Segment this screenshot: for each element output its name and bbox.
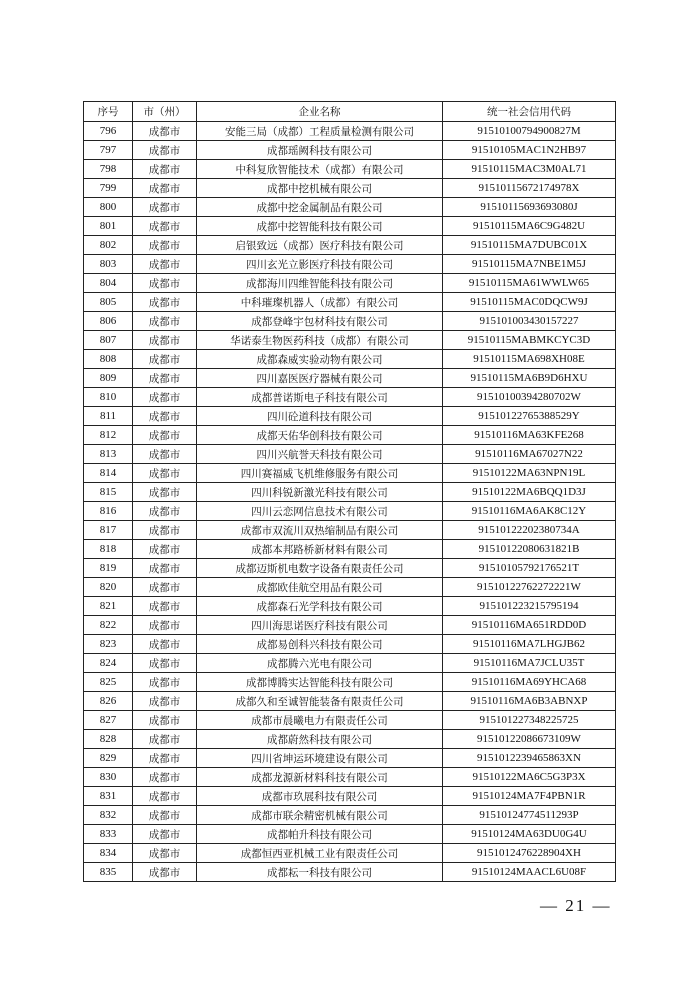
- cell-credit-code: 91510115693693080J: [443, 198, 616, 217]
- table-row: [84, 540, 616, 559]
- cell-credit-code: 91510116MA6AK8C12Y: [443, 502, 616, 521]
- cell-credit-code: 91510124MA7F4PBN1R: [443, 787, 616, 806]
- cell-city: 成都市: [133, 312, 197, 331]
- cell-serial: 828: [84, 730, 133, 749]
- table-row: [84, 673, 616, 692]
- cell-credit-code: 915101223215795194: [443, 597, 616, 616]
- cell-credit-code: 91510105792176521T: [443, 559, 616, 578]
- cell-company-name: 成都天佑华创科技有限公司: [197, 426, 443, 445]
- cell-city: 成都市: [133, 217, 197, 236]
- cell-company-name: 成都龙源新材料科技有限公司: [197, 768, 443, 787]
- cell-company-name: 华诺泰生物医药科技（成都）有限公司: [197, 331, 443, 350]
- cell-serial: 810: [84, 388, 133, 407]
- cell-company-name: 四川海思诺医疗科技有限公司: [197, 616, 443, 635]
- table-row: [84, 141, 616, 160]
- cell-city: 成都市: [133, 236, 197, 255]
- table-row: [84, 597, 616, 616]
- table-row: [84, 122, 616, 141]
- cell-credit-code: 91510116MA7LHGJB62: [443, 635, 616, 654]
- table-row: [84, 179, 616, 198]
- cell-credit-code: 91510122765388529Y: [443, 407, 616, 426]
- cell-city: 成都市: [133, 863, 197, 882]
- table-row: [84, 236, 616, 255]
- cell-company-name: 四川兴航誉天科技有限公司: [197, 445, 443, 464]
- cell-company-name: 成都迈斯机电数字设备有限责任公司: [197, 559, 443, 578]
- cell-credit-code: 91510116MA69YHCA68: [443, 673, 616, 692]
- cell-serial: 822: [84, 616, 133, 635]
- cell-credit-code: 91510122MA6BQQ1D3J: [443, 483, 616, 502]
- table-row: [84, 711, 616, 730]
- cell-company-name: 四川云恋网信息技术有限公司: [197, 502, 443, 521]
- cell-company-name: 成都市晨曦电力有限责任公司: [197, 711, 443, 730]
- cell-credit-code: 91510100394280702W: [443, 388, 616, 407]
- table-row: [84, 160, 616, 179]
- cell-company-name: 成都瑶阙科技有限公司: [197, 141, 443, 160]
- cell-serial: 817: [84, 521, 133, 540]
- header-city: 市（州）: [133, 102, 197, 122]
- cell-company-name: 四川省坤运环境建设有限公司: [197, 749, 443, 768]
- cell-credit-code: 915101227348225725: [443, 711, 616, 730]
- cell-credit-code: 91510124774511293P: [443, 806, 616, 825]
- cell-serial: 806: [84, 312, 133, 331]
- cell-company-name: 成都森威实验动物有限公司: [197, 350, 443, 369]
- cell-city: 成都市: [133, 749, 197, 768]
- table-row: [84, 464, 616, 483]
- cell-company-name: 中科璀璨机器人（成都）有限公司: [197, 293, 443, 312]
- cell-city: 成都市: [133, 673, 197, 692]
- cell-company-name: 成都市联余精密机械有限公司: [197, 806, 443, 825]
- cell-credit-code: 91510122MA63NPN19L: [443, 464, 616, 483]
- cell-company-name: 成都海川四维智能科技有限公司: [197, 274, 443, 293]
- table-row: [84, 312, 616, 331]
- cell-city: 成都市: [133, 578, 197, 597]
- cell-credit-code: 91510115MA6B9D6HXU: [443, 369, 616, 388]
- cell-company-name: 四川赛福威飞机维修服务有限公司: [197, 464, 443, 483]
- table-row: [84, 635, 616, 654]
- cell-serial: 830: [84, 768, 133, 787]
- cell-city: 成都市: [133, 559, 197, 578]
- cell-city: 成都市: [133, 483, 197, 502]
- cell-city: 成都市: [133, 654, 197, 673]
- cell-credit-code: 91510116MA651RDD0D: [443, 616, 616, 635]
- table-row: [84, 844, 616, 863]
- cell-credit-code: 91510122MA6C5G3P3X: [443, 768, 616, 787]
- cell-credit-code: 91510124MAACL6U08F: [443, 863, 616, 882]
- cell-city: 成都市: [133, 445, 197, 464]
- cell-company-name: 成都欧佳航空用品有限公司: [197, 578, 443, 597]
- cell-city: 成都市: [133, 141, 197, 160]
- table-row: [84, 692, 616, 711]
- cell-company-name: 成都森石光学科技有限公司: [197, 597, 443, 616]
- cell-serial: 820: [84, 578, 133, 597]
- table-header-row: [84, 102, 616, 122]
- cell-company-name: 成都中挖金属制品有限公司: [197, 198, 443, 217]
- cell-city: 成都市: [133, 331, 197, 350]
- cell-credit-code: 91510115MABMKCYC3D: [443, 331, 616, 350]
- cell-credit-code: 91510115MA61WWLW65: [443, 274, 616, 293]
- cell-serial: 814: [84, 464, 133, 483]
- cell-serial: 797: [84, 141, 133, 160]
- cell-credit-code: 91510100794900827M: [443, 122, 616, 141]
- cell-credit-code: 9151012239465863XN: [443, 749, 616, 768]
- cell-credit-code: 91510116MA67027N22: [443, 445, 616, 464]
- table-row: [84, 483, 616, 502]
- cell-company-name: 成都久和至诚智能装备有限责任公司: [197, 692, 443, 711]
- cell-city: 成都市: [133, 369, 197, 388]
- cell-serial: 803: [84, 255, 133, 274]
- table-row: [84, 825, 616, 844]
- cell-city: 成都市: [133, 616, 197, 635]
- cell-city: 成都市: [133, 464, 197, 483]
- cell-credit-code: 91510115MA7NBE1M5J: [443, 255, 616, 274]
- cell-credit-code: 91510115MA6C9G482U: [443, 217, 616, 236]
- cell-serial: 824: [84, 654, 133, 673]
- cell-credit-code: 91510122086673109W: [443, 730, 616, 749]
- cell-city: 成都市: [133, 844, 197, 863]
- cell-company-name: 成都登峰宇包材科技有限公司: [197, 312, 443, 331]
- table-body: [84, 122, 616, 882]
- cell-company-name: 四川科锐新激光科技有限公司: [197, 483, 443, 502]
- cell-company-name: 成都中挖机械有限公司: [197, 179, 443, 198]
- cell-company-name: 四川砼道科技有限公司: [197, 407, 443, 426]
- cell-company-name: 成都易创科兴科技有限公司: [197, 635, 443, 654]
- table-row: [84, 217, 616, 236]
- cell-serial: 813: [84, 445, 133, 464]
- cell-company-name: 安能三局（成都）工程质量检测有限公司: [197, 122, 443, 141]
- cell-company-name: 成都博腾实达智能科技有限公司: [197, 673, 443, 692]
- cell-credit-code: 91510122080631821B: [443, 540, 616, 559]
- cell-company-name: 四川玄光立影医疗科技有限公司: [197, 255, 443, 274]
- cell-city: 成都市: [133, 407, 197, 426]
- cell-credit-code: 91510115MAC0DQCW9J: [443, 293, 616, 312]
- cell-credit-code: 91510115MA7DUBC01X: [443, 236, 616, 255]
- cell-serial: 829: [84, 749, 133, 768]
- table-row: [84, 578, 616, 597]
- table-row: [84, 654, 616, 673]
- cell-credit-code: 91510115MA698XH08E: [443, 350, 616, 369]
- cell-company-name: 四川嘉医医疗器械有限公司: [197, 369, 443, 388]
- cell-credit-code: 91510115MAC3M0AL71: [443, 160, 616, 179]
- table-row: [84, 407, 616, 426]
- cell-credit-code: 91510105MAC1N2HB97: [443, 141, 616, 160]
- table-row: [84, 521, 616, 540]
- cell-city: 成都市: [133, 711, 197, 730]
- cell-city: 成都市: [133, 293, 197, 312]
- cell-serial: 831: [84, 787, 133, 806]
- table-row: [84, 426, 616, 445]
- cell-company-name: 成都恒西亚机械工业有限责任公司: [197, 844, 443, 863]
- cell-serial: 799: [84, 179, 133, 198]
- cell-credit-code: 91510115672174978X: [443, 179, 616, 198]
- cell-company-name: 成都本邦路桥新材料有限公司: [197, 540, 443, 559]
- cell-serial: 816: [84, 502, 133, 521]
- cell-serial: 807: [84, 331, 133, 350]
- cell-serial: 834: [84, 844, 133, 863]
- cell-serial: 808: [84, 350, 133, 369]
- cell-city: 成都市: [133, 122, 197, 141]
- table-row: [84, 863, 616, 882]
- cell-city: 成都市: [133, 787, 197, 806]
- cell-city: 成都市: [133, 692, 197, 711]
- table-row: [84, 502, 616, 521]
- cell-city: 成都市: [133, 160, 197, 179]
- cell-credit-code: 91510116MA6B3ABNXP: [443, 692, 616, 711]
- table-row: [84, 768, 616, 787]
- table-row: [84, 274, 616, 293]
- header-credit-code: 统一社会信用代码: [443, 102, 616, 122]
- cell-city: 成都市: [133, 388, 197, 407]
- cell-company-name: 成都帕升科技有限公司: [197, 825, 443, 844]
- cell-credit-code: 91510116MA63KFE268: [443, 426, 616, 445]
- cell-city: 成都市: [133, 255, 197, 274]
- cell-city: 成都市: [133, 350, 197, 369]
- cell-city: 成都市: [133, 426, 197, 445]
- cell-serial: 800: [84, 198, 133, 217]
- header-company-name: 企业名称: [197, 102, 443, 122]
- cell-company-name: 成都普诺斯电子科技有限公司: [197, 388, 443, 407]
- page-number: — 21 —: [540, 896, 612, 915]
- cell-serial: 804: [84, 274, 133, 293]
- cell-city: 成都市: [133, 825, 197, 844]
- enterprise-table: [83, 101, 616, 882]
- table-row: [84, 616, 616, 635]
- cell-serial: 833: [84, 825, 133, 844]
- cell-city: 成都市: [133, 768, 197, 787]
- cell-city: 成都市: [133, 635, 197, 654]
- cell-serial: 818: [84, 540, 133, 559]
- table-row: [84, 559, 616, 578]
- cell-city: 成都市: [133, 274, 197, 293]
- cell-serial: 812: [84, 426, 133, 445]
- cell-serial: 801: [84, 217, 133, 236]
- cell-credit-code: 91510122202380734A: [443, 521, 616, 540]
- cell-serial: 798: [84, 160, 133, 179]
- cell-company-name: 成都中挖智能科技有限公司: [197, 217, 443, 236]
- table-row: [84, 331, 616, 350]
- cell-serial: 821: [84, 597, 133, 616]
- cell-city: 成都市: [133, 806, 197, 825]
- cell-city: 成都市: [133, 521, 197, 540]
- cell-city: 成都市: [133, 179, 197, 198]
- cell-serial: 796: [84, 122, 133, 141]
- cell-company-name: 启银致远（成都）医疗科技有限公司: [197, 236, 443, 255]
- table-row: [84, 806, 616, 825]
- cell-credit-code: 9151012476228904XH: [443, 844, 616, 863]
- cell-city: 成都市: [133, 730, 197, 749]
- cell-company-name: 中科复欣智能技术（成都）有限公司: [197, 160, 443, 179]
- cell-company-name: 成都腾六光电有限公司: [197, 654, 443, 673]
- table-row: [84, 369, 616, 388]
- table-row: [84, 388, 616, 407]
- cell-company-name: 成都市双流川双热缩制品有限公司: [197, 521, 443, 540]
- cell-credit-code: 91510116MA7JCLU35T: [443, 654, 616, 673]
- cell-credit-code: 91510122762272221W: [443, 578, 616, 597]
- table-row: [84, 445, 616, 464]
- cell-serial: 805: [84, 293, 133, 312]
- cell-serial: 826: [84, 692, 133, 711]
- cell-credit-code: 91510124MA63DU0G4U: [443, 825, 616, 844]
- cell-city: 成都市: [133, 540, 197, 559]
- cell-city: 成都市: [133, 502, 197, 521]
- cell-company-name: 成都蔚然科技有限公司: [197, 730, 443, 749]
- cell-serial: 825: [84, 673, 133, 692]
- cell-serial: 809: [84, 369, 133, 388]
- table-row: [84, 749, 616, 768]
- cell-serial: 811: [84, 407, 133, 426]
- table-row: [84, 255, 616, 274]
- cell-city: 成都市: [133, 597, 197, 616]
- cell-serial: 832: [84, 806, 133, 825]
- cell-serial: 835: [84, 863, 133, 882]
- cell-serial: 823: [84, 635, 133, 654]
- cell-credit-code: 915101003430157227: [443, 312, 616, 331]
- header-serial: 序号: [84, 102, 133, 122]
- cell-serial: 802: [84, 236, 133, 255]
- cell-serial: 815: [84, 483, 133, 502]
- cell-serial: 827: [84, 711, 133, 730]
- table-row: [84, 730, 616, 749]
- table-row: [84, 293, 616, 312]
- table-row: [84, 787, 616, 806]
- cell-serial: 819: [84, 559, 133, 578]
- table-row: [84, 198, 616, 217]
- table-row: [84, 350, 616, 369]
- cell-company-name: 成都市玖展科技有限公司: [197, 787, 443, 806]
- cell-city: 成都市: [133, 198, 197, 217]
- cell-company-name: 成都耘一科技有限公司: [197, 863, 443, 882]
